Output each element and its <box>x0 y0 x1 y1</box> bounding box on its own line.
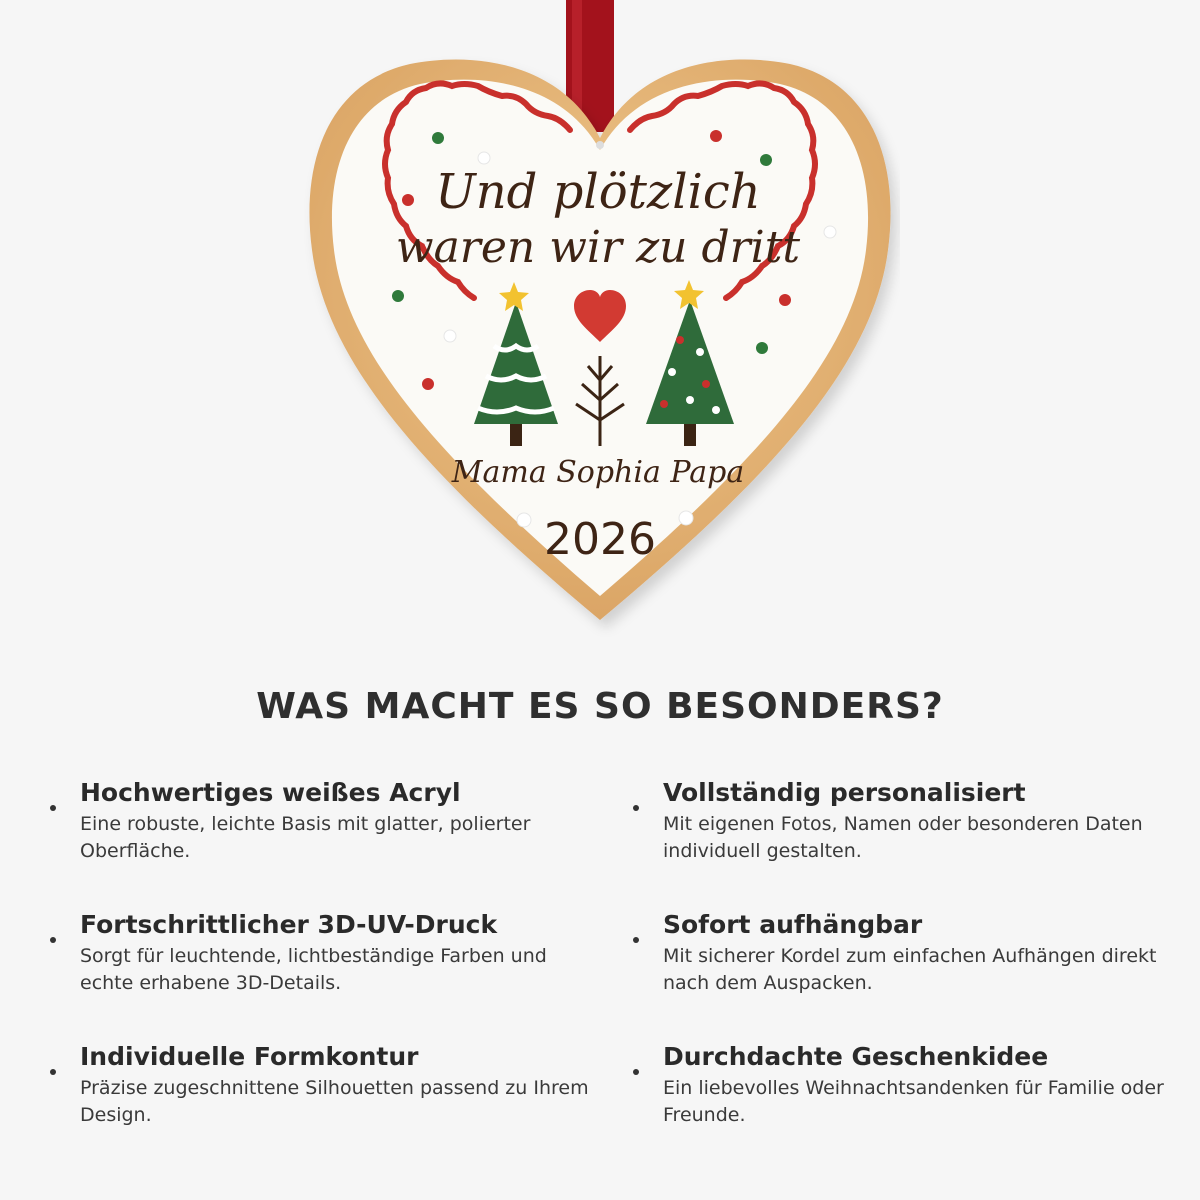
product-image <box>300 0 900 640</box>
bullet-icon <box>633 1069 639 1075</box>
bullet-icon <box>50 805 56 811</box>
feature-item <box>80 777 600 865</box>
feature-description: Eine robuste, leichte Basis mit glatter, polierter Oberfläche. <box>80 813 531 862</box>
bullet-icon <box>50 1069 56 1075</box>
feature-title: Durchdachte Geschenkidee <box>663 1042 1049 1071</box>
bullet-icon <box>633 937 639 943</box>
feature-title: Sofort aufhängbar <box>663 910 923 939</box>
section-title: WAS MACHT ES SO BESONDERS? <box>256 686 944 727</box>
feature-title: Hochwertiges weißes Acryl <box>80 778 461 807</box>
feature-description: Sorgt für leuchtende, lichtbeständige Farben und echte erhabene 3D-Details. <box>80 945 547 994</box>
feature-item <box>80 909 600 997</box>
bullet-icon <box>633 805 639 811</box>
ornament-line1: Und plötzlich <box>435 164 761 220</box>
feature-item <box>663 1041 1183 1129</box>
feature-description: Präzise zugeschnittene Silhouetten passend zu Ihrem Design. <box>80 1077 589 1126</box>
feature-item <box>663 909 1183 997</box>
feature-description: Mit sicherer Kordel zum einfachen Aufhängen direkt nach dem Auspacken. <box>663 945 1157 994</box>
feature-description: Ein liebevolles Weihnachtsandenken für Familie oder Freunde. <box>663 1077 1164 1126</box>
feature-description: Mit eigenen Fotos, Namen oder besonderen Daten individuell gestalten. <box>663 813 1143 862</box>
bullet-icon <box>50 937 56 943</box>
ornament-names: Mama Sophia Papa <box>451 455 745 490</box>
feature-title: Vollständig personalisiert <box>663 778 1026 807</box>
feature-title: Individuelle Formkontur <box>80 1042 419 1071</box>
feature-title: Fortschrittlicher 3D-UV-Druck <box>80 910 498 939</box>
feature-item <box>80 1041 600 1129</box>
heart-ornament <box>300 0 900 640</box>
ornament-year: 2026 <box>544 514 656 565</box>
ornament-line2: waren wir zu dritt <box>395 222 801 273</box>
feature-item <box>663 777 1183 865</box>
